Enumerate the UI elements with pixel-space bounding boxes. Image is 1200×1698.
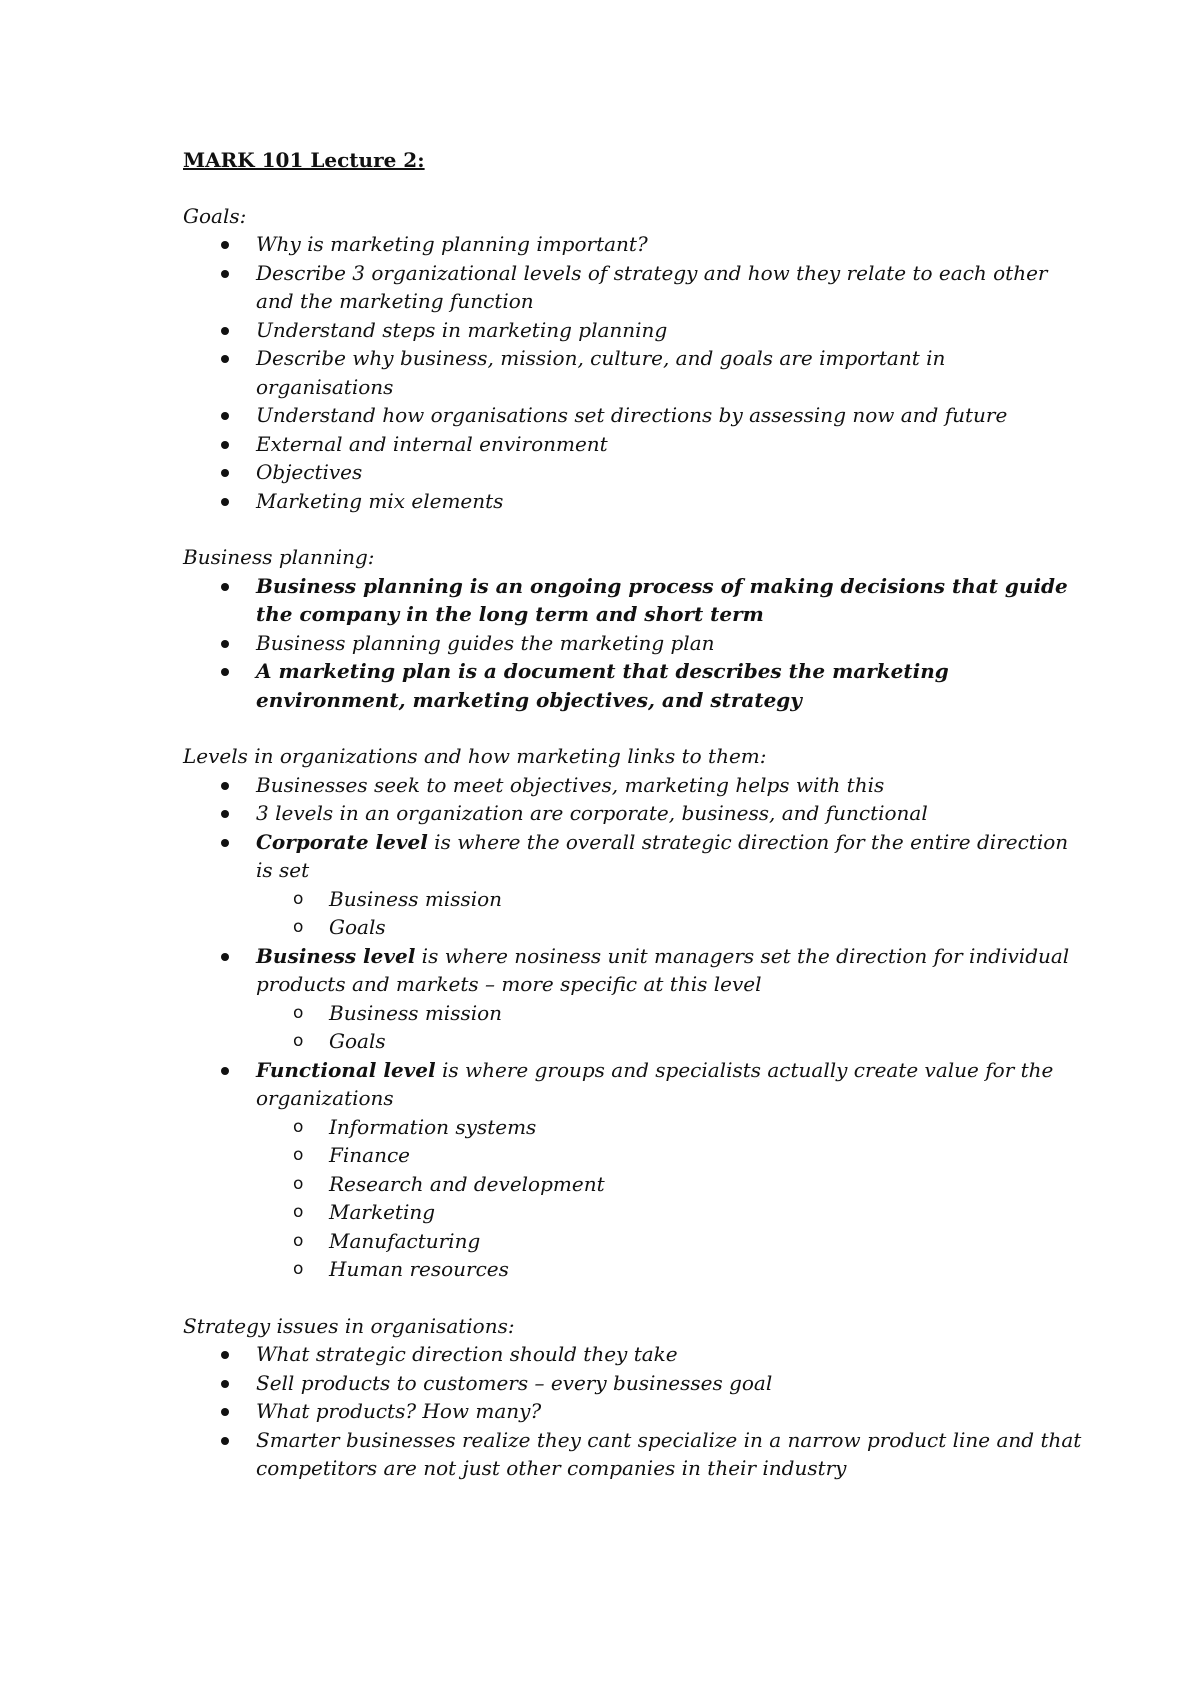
- sub-item-text: Research and development: [329, 1171, 605, 1196]
- sub-list-item: [183, 1198, 1083, 1227]
- circle-bullet-icon: o: [293, 1259, 304, 1279]
- bullet-icon: [221, 355, 229, 363]
- list-item: [183, 657, 1083, 714]
- item-text: Business planning is an ongoing process of making decisions that guide the company in the long term and short term: [256, 573, 1068, 626]
- item-text: Sell products to customers – every businesses goal: [256, 1370, 773, 1395]
- circle-bullet-icon: o: [293, 1002, 304, 1023]
- bullet-icon: [221, 583, 229, 591]
- document-body: [183, 146, 1083, 1511]
- sub-list-item: [183, 885, 1083, 914]
- sub-list-item: [183, 1227, 1083, 1256]
- bullet-icon: [221, 1437, 229, 1445]
- bullet-icon: [221, 1351, 229, 1359]
- circle-bullet-icon: o: [293, 1173, 304, 1194]
- bullet-icon: [221, 270, 229, 278]
- sub-list-item: [183, 1027, 1083, 1056]
- bullet-list: [183, 572, 1083, 715]
- item-text: Describe 3 organizational levels of strategy and how they relate to each other and the marketing function: [256, 260, 1048, 313]
- section-3: [183, 1312, 1083, 1483]
- bullet-icon: [221, 1067, 229, 1075]
- item-text: is where groups and specialists actually create value for the organizations: [256, 1057, 1054, 1110]
- bullet-icon: [221, 412, 229, 420]
- item-text: Businesses seek to meet objectives, marketing helps with this: [256, 772, 885, 797]
- list-item: [183, 1369, 1083, 1398]
- sub-item-text: Human resources: [329, 1257, 509, 1281]
- bullet-icon: [221, 241, 229, 249]
- circle-bullet-icon: o: [293, 1116, 304, 1137]
- item-text: is where the overall strategic direction for the entire direction is set: [256, 829, 1069, 882]
- circle-bullet-icon: o: [293, 1031, 304, 1051]
- list-item: [183, 629, 1083, 658]
- bullet-icon: [221, 498, 229, 506]
- circle-bullet-icon: o: [293, 917, 304, 937]
- sub-item-text: Business mission: [329, 886, 503, 911]
- bullet-list: [183, 771, 1083, 1284]
- list-item: [183, 1397, 1083, 1426]
- bullet-icon: [221, 327, 229, 335]
- bullet-icon: [221, 1408, 229, 1416]
- bullet-icon: [221, 1380, 229, 1388]
- item-text: 3 levels in an organization are corporate, business, and functional: [256, 801, 928, 825]
- item-lead-term: Corporate level: [256, 829, 428, 854]
- item-text: Smarter businesses realize they cant specialize in a narrow product line and that competitors are not just other companies in their industry: [256, 1427, 1082, 1480]
- list-item: [183, 1340, 1083, 1369]
- list-item: [183, 316, 1083, 345]
- item-text: What products? How many?: [256, 1399, 542, 1423]
- sub-list-item: [183, 1170, 1083, 1199]
- item-text: Why is marketing planning important?: [256, 232, 648, 256]
- sub-item-text: Business mission: [329, 1000, 503, 1025]
- sub-item-text: Information systems: [329, 1114, 537, 1139]
- document-title: MARK 101 Lecture 2:: [183, 148, 425, 172]
- item-text: Understand steps in marketing planning: [256, 317, 668, 342]
- sections-container: [183, 202, 1083, 1483]
- bullet-icon: [221, 441, 229, 449]
- list-item: [183, 828, 1083, 885]
- bullet-icon: [221, 640, 229, 648]
- sub-list-item: [183, 1141, 1083, 1170]
- list-item: [183, 401, 1083, 430]
- sub-item-text: Manufacturing: [329, 1228, 481, 1253]
- item-text: What strategic direction should they take: [256, 1342, 678, 1366]
- list-item: [183, 430, 1083, 459]
- sub-item-text: Goals: [329, 915, 386, 939]
- bullet-icon: [221, 668, 229, 676]
- list-item: [183, 1426, 1083, 1483]
- list-item: [183, 259, 1083, 316]
- item-lead-term: Functional level: [256, 1057, 436, 1082]
- list-item: [183, 487, 1083, 516]
- item-lead-term: Business level: [256, 943, 416, 968]
- circle-bullet-icon: o: [293, 1145, 304, 1165]
- list-item: [183, 344, 1083, 401]
- item-text: A marketing plan is a document that describes the marketing environment, marketing objectives, and strategy: [256, 659, 949, 712]
- bullet-icon: [221, 469, 229, 477]
- bullet-icon: [221, 953, 229, 961]
- sub-item-text: Goals: [329, 1029, 386, 1053]
- list-item: [183, 230, 1083, 259]
- sub-list-item: [183, 1255, 1083, 1284]
- section-heading: Business planning:: [183, 545, 375, 569]
- sub-list-item: [183, 913, 1083, 942]
- item-text: Marketing mix elements: [256, 488, 504, 513]
- item-text: Describe why business, mission, culture, and goals are important in organisations: [256, 346, 946, 399]
- section-0: [183, 202, 1083, 516]
- bullet-icon: [221, 810, 229, 818]
- section-heading: Levels in organizations and how marketing links to them:: [183, 744, 767, 768]
- sub-list-item: [183, 999, 1083, 1028]
- list-item: [183, 771, 1083, 800]
- sub-item-text: Finance: [329, 1143, 410, 1167]
- item-text: Objectives: [256, 460, 363, 484]
- section-heading: Goals:: [183, 203, 247, 228]
- list-item: [183, 942, 1083, 999]
- section-1: [183, 543, 1083, 714]
- circle-bullet-icon: o: [293, 1230, 304, 1251]
- item-text: is where nosiness unit managers set the direction for individual products and markets – more specific at this level: [256, 943, 1070, 996]
- circle-bullet-icon: o: [293, 888, 304, 909]
- item-text: External and internal environment: [256, 431, 608, 456]
- circle-bullet-icon: o: [293, 1202, 304, 1222]
- list-item: [183, 572, 1083, 629]
- list-item: [183, 458, 1083, 487]
- item-text: Understand how organisations set directions by assessing now and future: [256, 403, 1008, 427]
- bullet-list: [183, 1340, 1083, 1483]
- section-2: [183, 742, 1083, 1284]
- sub-list-item: [183, 1113, 1083, 1142]
- bullet-icon: [221, 839, 229, 847]
- bullet-list: [183, 230, 1083, 515]
- sub-item-text: Marketing: [329, 1200, 436, 1224]
- section-heading: Strategy issues in organisations:: [183, 1313, 515, 1338]
- list-item: [183, 1056, 1083, 1113]
- bullet-icon: [221, 782, 229, 790]
- list-item: [183, 799, 1083, 828]
- item-text: Business planning guides the marketing plan: [256, 630, 715, 655]
